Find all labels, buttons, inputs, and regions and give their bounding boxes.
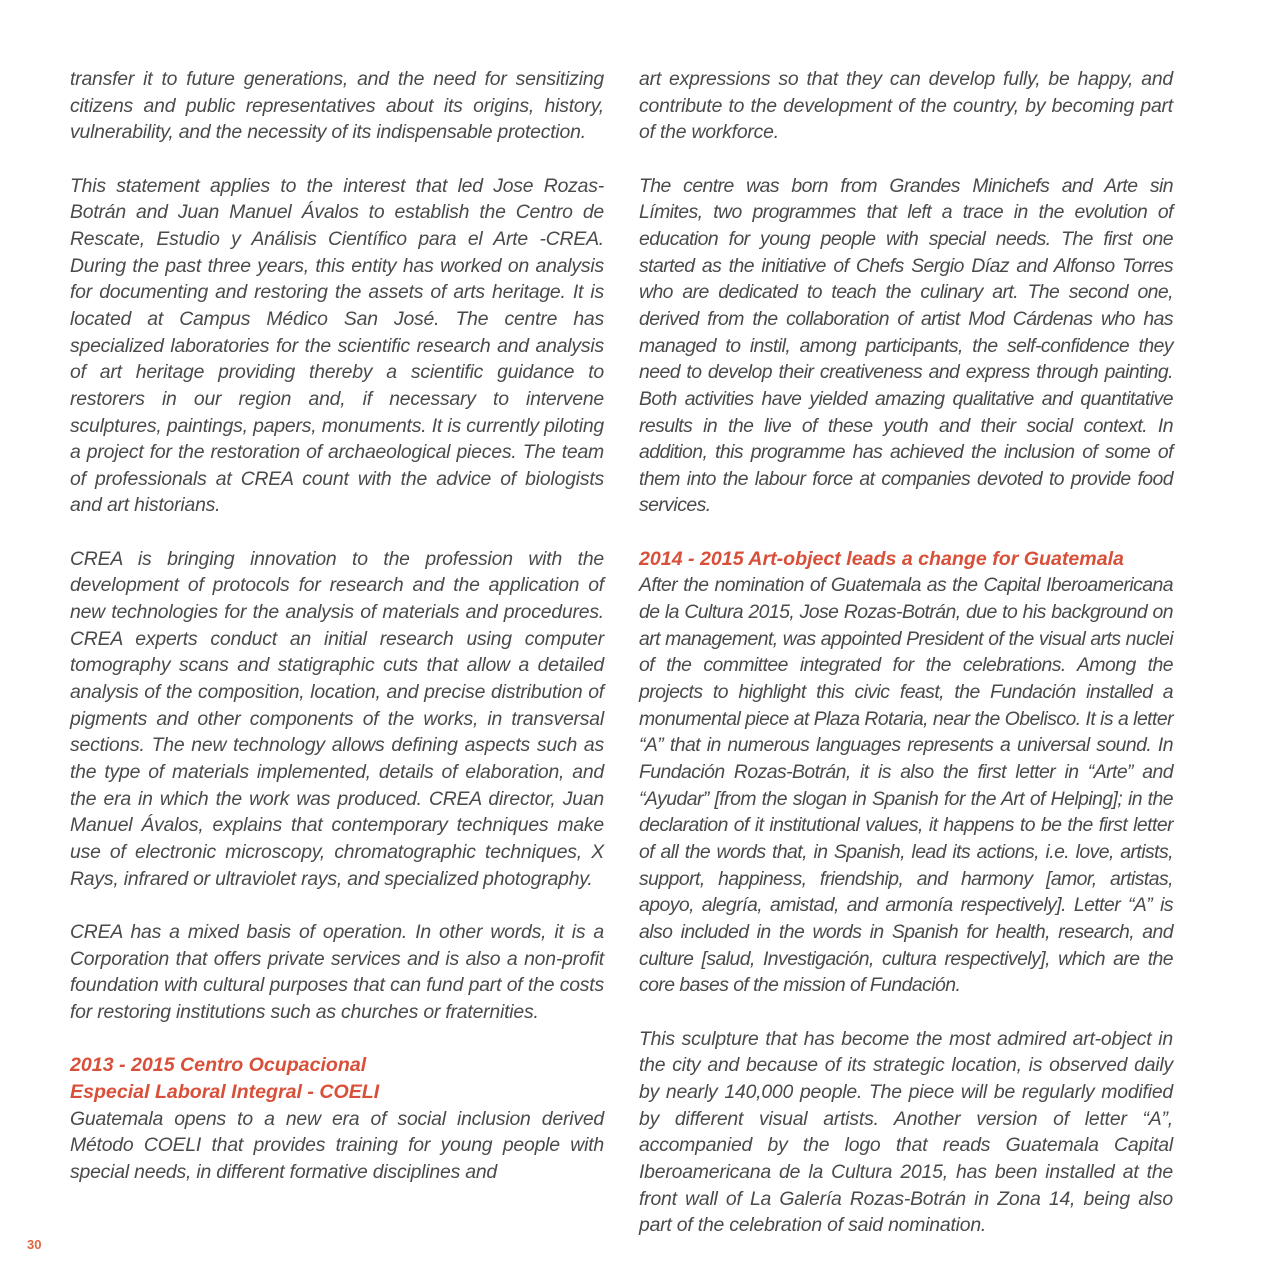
left-paragraph-coeli: Guatemala opens to a new era of social inclusion derived Método COELI that provides training for young people with special needs, in different formative disciplines and — [70, 1107, 604, 1183]
right-paragraph-centre: The centre was born from Grandes Minichefs and Arte sin Límites, two programmes that left a trace in the evolution of education for young people with special needs. The first one started as the initiative of Chefs Sergio Díaz and Alfonso Torres who are dedicated to teach the culinary art. The second one, derived from the collaboration of artist Mod Cárdenas who has managed to instil, among participants, the self-confidence they need to develop their creativeness and express through painting. Both activities have yielded amazing qualitative and quantitative results in the live of these youth and their social context. In addition, this programme has achieved the inclusion of some of them into the labour force at companies devoted to provide food services. — [639, 174, 1173, 517]
right-paragraph-1: art expressions so that they can develop fully, be happy, and contribute to the development of the country, by becoming part of the workforce. — [639, 68, 1173, 144]
page-number: 30 — [27, 1237, 42, 1252]
section-heading-coeli — [70, 1052, 604, 1105]
section-heading-coeli-line1: 2013 - 2015 Centro Ocupacional — [70, 1054, 367, 1077]
section-heading-art-object: 2014 - 2015 Art-object leads a change for Guatemala — [639, 547, 1124, 570]
right-paragraph-nomination: After the nomination of Guatemala as the Capital Iberoamericana de la Cultura 2015, Jose Rozas-Botrán, due to his background on art management, was appointed President of the visual arts nuclei of the committee integrated for the celebrations. Among the projects to highlight this civic feast, the Fundación installed a monumental piece at Plaza Rotaria, near the Obelisco. It is a letter “A” that in numerous languages represents a universal sound. In Fundación Rozas-Botrán, it is also the first letter in “Arte” and “Ayudar” [from the slogan in Spanish for the Art of Helping]; in the declaration of it institutional values, it happens to be the first letter of all the words that, in Spanish, lead its actions, i.e. love, artists, support, happiness, friendship, and harmony [amor, artistas, apoyo, alegría, amistad, and armonía respectively]. Letter “A” is also included in the words in Spanish for health, research, and culture [salud, Investigación, cultura respectively], which are the core bases of the mission of Fundación. — [639, 574, 1173, 997]
right-column — [639, 66, 1173, 1239]
left-paragraph-1: transfer it to future generations, and the need for sensitizing citizens and public representatives about its origins, history, vulnerability, and the necessity of its indispensable protection. — [70, 68, 604, 144]
section-heading-coeli-line2: Especial Laboral Integral - COELI — [70, 1080, 380, 1103]
left-paragraph-crea-operation: CREA has a mixed basis of operation. In other words, it is a Corporation that offers private services and is also a non-profit foundation with cultural purposes that can fund part of the costs for restoring institutions such as churches or fraternities. — [70, 920, 604, 1023]
right-paragraph-sculpture: This sculpture that has become the most admired art-object in the city and because of its strategic location, is observed daily by nearly 140,000 people. The piece will be regularly modified by different visual artists. Another version of letter “A”, accompanied by the logo that reads Guatemala Capital Iberoamericana de la Cultura 2015, has been installed at the front wall of La Galería Rozas-Botrán in Zona 14, being also part of the celebration of said nomination. — [639, 1027, 1173, 1237]
left-column — [70, 66, 604, 1186]
left-paragraph-crea-innovation: CREA is bringing innovation to the profession with the development of protocols for research and the application of new technologies for the analysis of materials and procedures. CREA experts conduct an initial research using computer tomography scans and statigraphic cuts that allow a detailed analysis of the composition, location, and precise distribution of pigments and other components of the works, in transversal sections. The new technology allows defining aspects such as the type of materials implemented, details of elaboration, and the era in which the work was produced. CREA director, Juan Manuel Ávalos, explains that contemporary techniques make use of electronic microscopy, chromatographic techniques, X Rays, infrared or ultraviolet rays, and specialized photography. — [70, 547, 604, 890]
left-paragraph-crea-intro: This statement applies to the interest that led Jose Rozas-Botrán and Juan Manuel Ávalos to establish the Centro de Rescate, Estudio y Análisis Científico para el Arte -CREA. During the past three years, this entity has worked on analysis for documenting and restoring the assets of arts heritage. It is located at Campus Médico San José. The centre has specialized laboratories for the scientific research and analysis of art heritage providing thereby a scientific guidance to restorers in our region and, if necessary to intervene sculptures, paintings, papers, monuments. It is currently piloting a project for the restoration of archaeological pieces. The team of professionals at CREA count with the advice of biologists and art historians. — [70, 174, 604, 517]
